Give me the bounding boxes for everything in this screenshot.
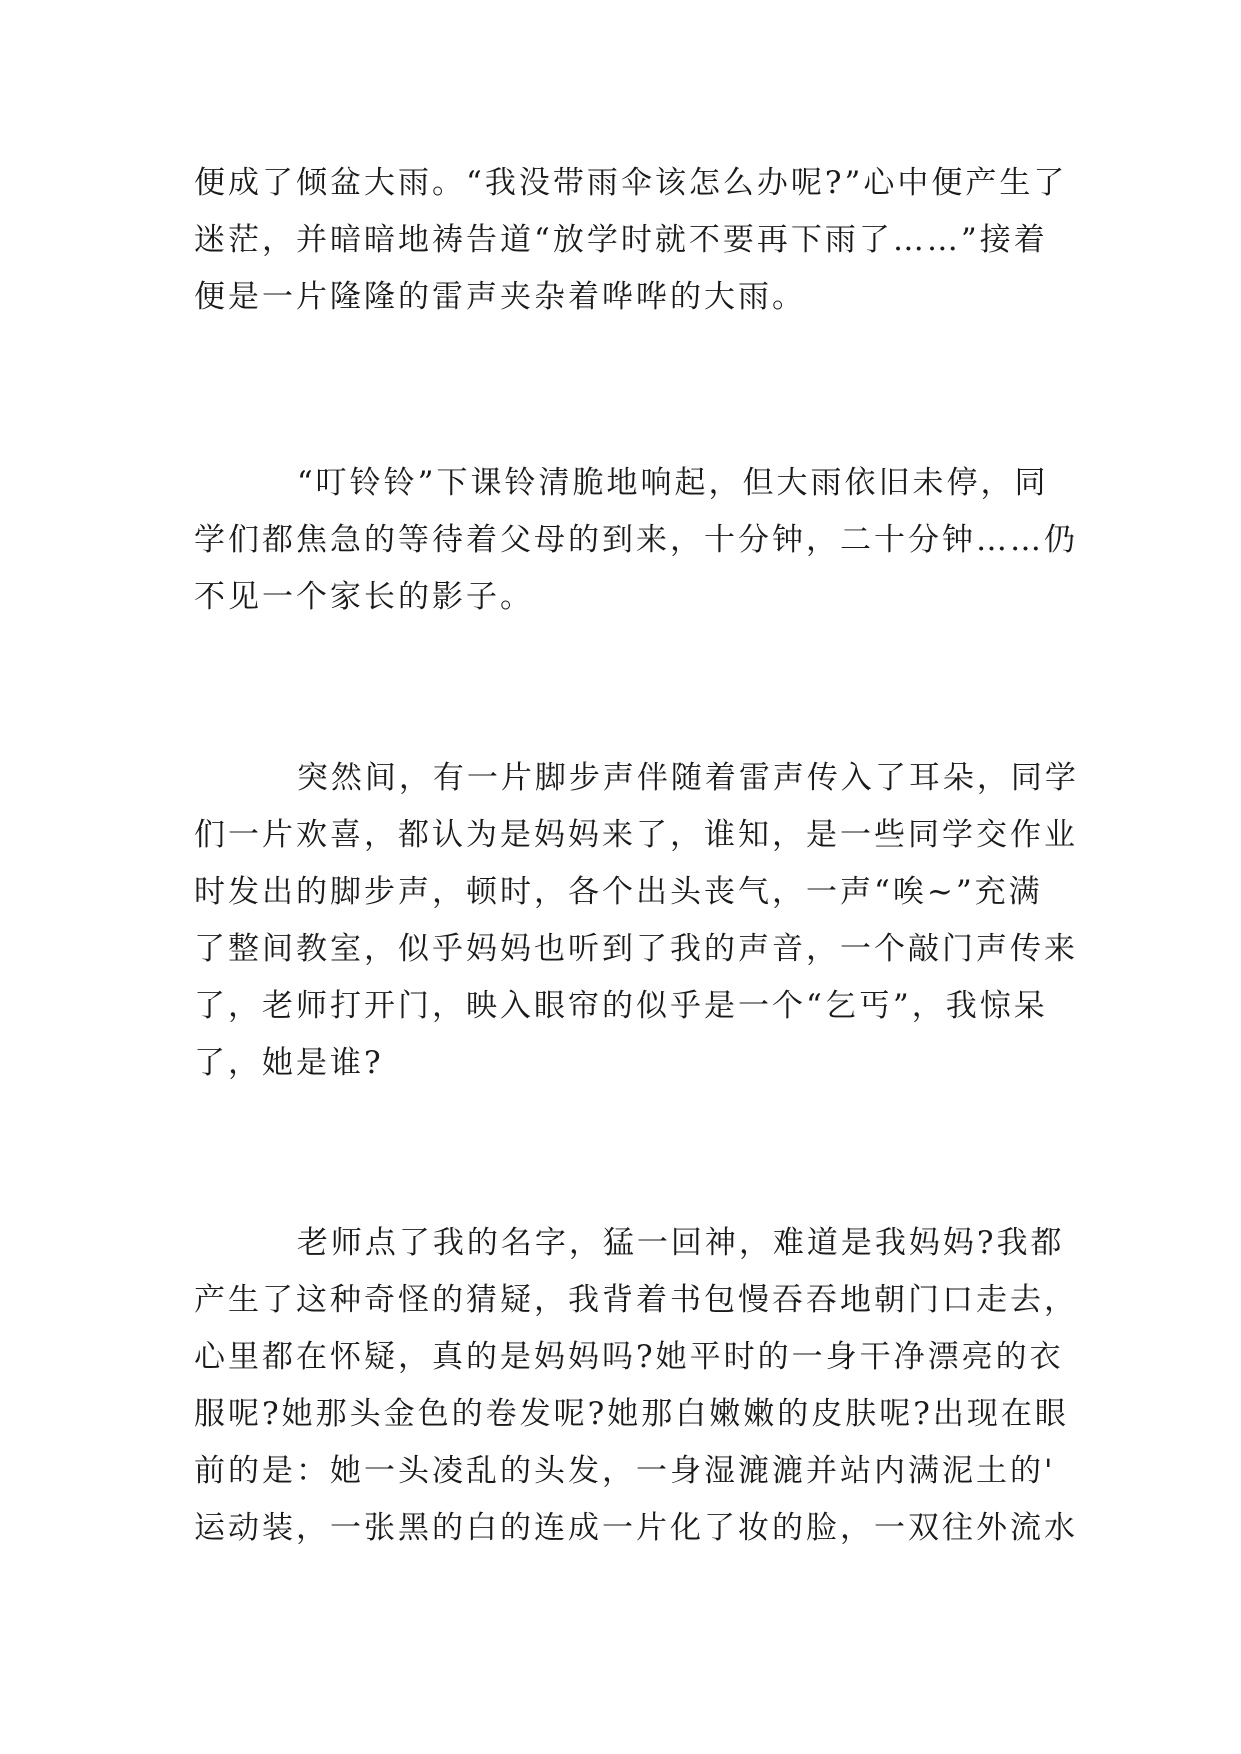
- paragraph-3: [194, 750, 1079, 1092]
- text-line: 不见一个家长的影子。: [194, 579, 534, 615]
- text-line: 了，老师打开门，映入眼帘的似乎是一个“乞丐”，我惊呆: [194, 988, 1048, 1024]
- text-line: 了，她是谁?: [194, 1045, 384, 1081]
- paragraph-1: [194, 155, 1066, 326]
- text-line: 学们都焦急的等待着父母的到来，十分钟，二十分钟……仍: [194, 522, 1078, 558]
- text-line: “叮铃铃”下课铃清脆地响起，但大雨依旧未停，同: [194, 465, 1049, 501]
- text-line: 心里都在怀疑，真的是妈妈吗?她平时的一身干净漂亮的衣: [194, 1339, 1064, 1375]
- text-line: 们一片欢喜，都认为是妈妈来了，谁知，是一些同学交作业: [194, 817, 1078, 853]
- text-line: 迷茫，并暗暗地祷告道“放学时就不要再下雨了……”接着: [194, 222, 1048, 258]
- text-line: 时发出的脚步声，顿时，各个出头丧气，一声“唉~”充满: [194, 874, 1043, 910]
- paragraph-2: [194, 455, 1078, 626]
- text-line: 运动装，一张黑的白的连成一片化了妆的脸，一双往外流水: [194, 1510, 1078, 1546]
- text-line: 了整间教室，似乎妈妈也听到了我的声音，一个敲门声传来: [194, 931, 1078, 967]
- text-line: 服呢?她那头金色的卷发呢?她那白嫩嫩的皮肤呢?出现在眼: [194, 1396, 1069, 1432]
- text-line: 老师点了我的名字，猛一回神，难道是我妈妈?我都: [194, 1225, 1065, 1261]
- text-line: 前的是：她一头凌乱的头发，一身湿漉漉并站内满泥土的': [194, 1453, 1056, 1489]
- text-line: 突然间，有一片脚步声伴随着雷声传入了耳朵，同学: [194, 760, 1079, 796]
- text-line: 便是一片隆隆的雷声夹杂着哗哗的大雨。: [194, 279, 806, 315]
- text-line: 产生了这种奇怪的猜疑，我背着书包慢吞吞地朝门口走去，: [194, 1282, 1078, 1318]
- paragraph-4: [194, 1215, 1078, 1557]
- text-line: 便成了倾盆大雨。“我没带雨伞该怎么办呢?”心中便产生了: [194, 165, 1068, 201]
